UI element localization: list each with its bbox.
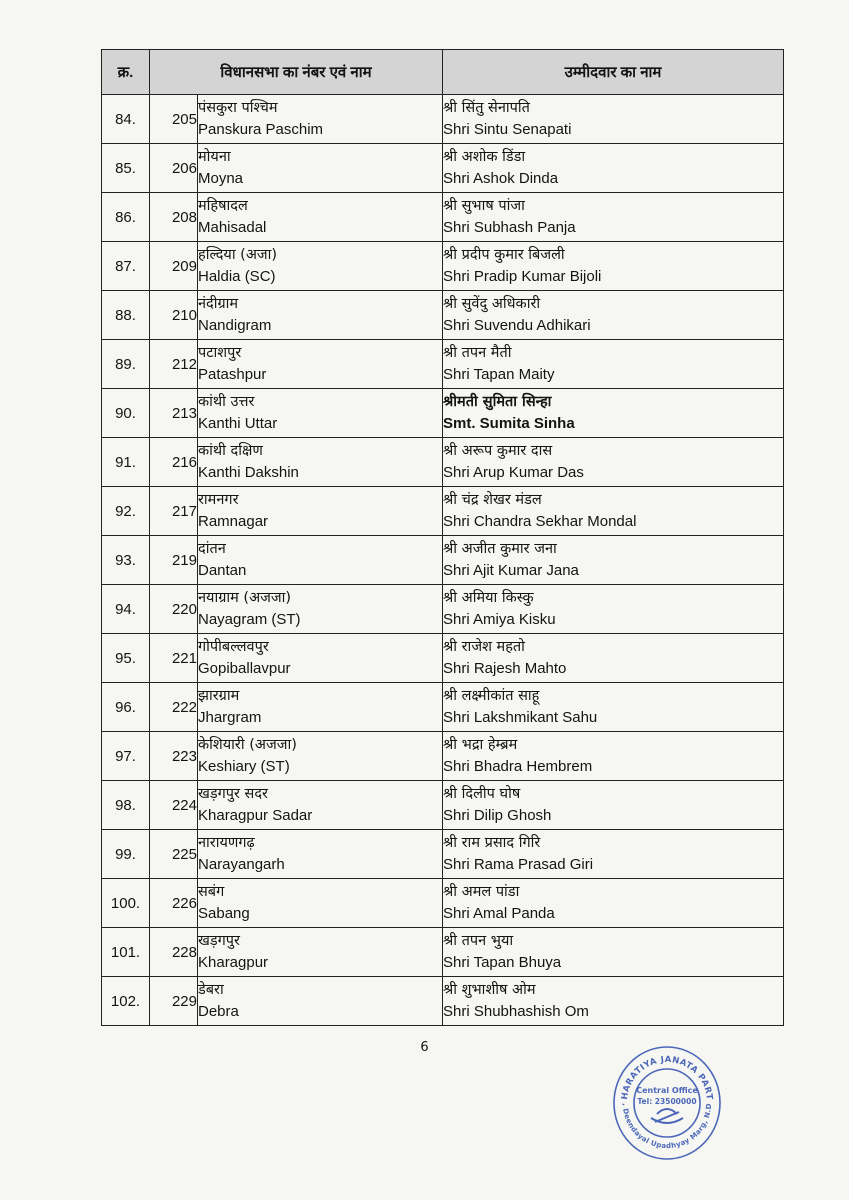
candidate-name-hindi: श्री शुभाशीष ओम	[443, 982, 536, 998]
constituency-number: 223	[150, 732, 198, 781]
candidate-name	[443, 487, 784, 536]
constituency-name	[198, 977, 443, 1026]
table-row	[102, 144, 784, 193]
constituency-name-english: Debra	[198, 1003, 239, 1020]
candidate-name-hindi: श्री राम प्रसाद गिरि	[443, 835, 541, 851]
candidate-name	[443, 438, 784, 487]
table-row	[102, 389, 784, 438]
candidate-name-hindi: श्री भद्रा हेम्ब्रम	[443, 737, 518, 753]
constituency-number: 228	[150, 928, 198, 977]
constituency-name-english: Kharagpur Sadar	[198, 807, 313, 824]
table-row	[102, 340, 784, 389]
candidate-table	[101, 49, 784, 1026]
constituency-name	[198, 389, 443, 438]
constituency-name-english: Dantan	[198, 562, 247, 579]
constituency-name-english: Panskura Paschim	[198, 121, 324, 138]
constituency-name-hindi: पंसकुरा पश्चिम	[198, 100, 278, 116]
constituency-number: 206	[150, 144, 198, 193]
table-row	[102, 928, 784, 977]
candidate-name-english: Shri Amal Panda	[443, 905, 555, 922]
table-row	[102, 291, 784, 340]
seal-center-line-1: Central Office	[636, 1086, 698, 1095]
seal-center-line-2: Tel: 23500000	[637, 1097, 697, 1106]
constituency-name	[198, 928, 443, 977]
candidate-name-english: Shri Lakshmikant Sahu	[443, 709, 598, 726]
constituency-name-hindi: खड़गपुर	[198, 933, 240, 949]
serial-number: 84.	[102, 95, 150, 144]
candidate-name-english: Shri Suvendu Adhikari	[443, 317, 591, 334]
constituency-name-english: Nandigram	[198, 317, 272, 334]
serial-number: 89.	[102, 340, 150, 389]
constituency-number: 220	[150, 585, 198, 634]
candidate-name	[443, 683, 784, 732]
constituency-name-hindi: खड़गपुर सदर	[198, 786, 268, 802]
constituency-number: 208	[150, 193, 198, 242]
constituency-name-hindi: हल्दिया (अजा)	[198, 247, 278, 263]
constituency-name-hindi: केशियारी (अजजा)	[198, 737, 297, 753]
party-office-seal	[611, 1042, 723, 1162]
constituency-name	[198, 683, 443, 732]
serial-number: 97.	[102, 732, 150, 781]
constituency-name	[198, 340, 443, 389]
candidate-name	[443, 585, 784, 634]
candidate-name	[443, 193, 784, 242]
constituency-name-english: Kanthi Uttar	[198, 415, 278, 432]
candidate-name-hindi: श्री सुभाष पांजा	[443, 198, 525, 214]
candidate-name	[443, 291, 784, 340]
table-row	[102, 977, 784, 1026]
constituency-name	[198, 487, 443, 536]
candidate-name-english: Shri Ashok Dinda	[443, 170, 559, 187]
constituency-name-english: Patashpur	[198, 366, 267, 383]
candidate-name-hindi: श्री राजेश महतो	[443, 639, 525, 655]
table-row	[102, 193, 784, 242]
constituency-number: 226	[150, 879, 198, 928]
candidate-name	[443, 95, 784, 144]
table-row	[102, 634, 784, 683]
constituency-number: 229	[150, 977, 198, 1026]
constituency-name-hindi: कांथी दक्षिण	[198, 443, 263, 459]
seal-address-text: , Deendayal Upadhyay Marg, N.D	[620, 1103, 714, 1151]
serial-number: 100.	[102, 879, 150, 928]
constituency-name	[198, 438, 443, 487]
candidate-name-english: Shri Tapan Maity	[443, 366, 555, 383]
constituency-number: 224	[150, 781, 198, 830]
constituency-name-english: Haldia (SC)	[198, 268, 276, 285]
candidate-name-hindi: श्री अमल पांडा	[443, 884, 520, 900]
table-header-row	[102, 50, 784, 95]
constituency-name-english: Kanthi Dakshin	[198, 464, 299, 481]
constituency-number: 225	[150, 830, 198, 879]
candidate-name-english: Shri Chandra Sekhar Mondal	[443, 513, 637, 530]
constituency-number: 205	[150, 95, 198, 144]
constituency-name	[198, 732, 443, 781]
candidate-name-english: Shri Dilip Ghosh	[443, 807, 552, 824]
candidate-name-english: Shri Sintu Senapati	[443, 121, 572, 138]
candidate-name	[443, 634, 784, 683]
candidate-name	[443, 830, 784, 879]
table-body	[102, 95, 784, 1026]
constituency-number: 212	[150, 340, 198, 389]
constituency-name-hindi: गोपीबल्लवपुर	[198, 639, 269, 655]
candidate-name	[443, 781, 784, 830]
constituency-name	[198, 95, 443, 144]
constituency-name-english: Gopiballavpur	[198, 660, 291, 677]
candidate-name-english: Shri Bhadra Hembrem	[443, 758, 593, 775]
candidate-name-english: Shri Amiya Kisku	[443, 611, 556, 628]
serial-number: 95.	[102, 634, 150, 683]
seal-stamp-graphic	[611, 1042, 723, 1162]
constituency-number: 216	[150, 438, 198, 487]
candidate-name-english: Shri Subhash Panja	[443, 219, 576, 236]
constituency-name	[198, 291, 443, 340]
constituency-name-hindi: दांतन	[198, 541, 226, 557]
candidate-name-hindi: श्री प्रदीप कुमार बिजली	[443, 247, 565, 263]
constituency-name	[198, 144, 443, 193]
constituency-name-english: Mahisadal	[198, 219, 267, 236]
candidate-name-hindi: श्री तपन भुया	[443, 933, 514, 949]
constituency-name-hindi: मोयना	[198, 149, 231, 165]
table-row	[102, 879, 784, 928]
constituency-name-english: Moyna	[198, 170, 244, 187]
candidate-name	[443, 977, 784, 1026]
serial-number: 98.	[102, 781, 150, 830]
candidate-name-hindi: श्री तपन मैती	[443, 345, 512, 361]
constituency-name	[198, 634, 443, 683]
lotus-icon	[651, 1109, 683, 1123]
table-row	[102, 683, 784, 732]
constituency-name	[198, 781, 443, 830]
serial-number: 99.	[102, 830, 150, 879]
candidate-name-english: Shri Rama Prasad Giri	[443, 856, 594, 873]
constituency-name-hindi: महिषादल	[198, 198, 248, 214]
constituency-name-english: Jhargram	[198, 709, 262, 726]
candidate-name-hindi: श्री दिलीप घोष	[443, 786, 521, 802]
candidate-name-hindi: श्रीमती सुमिता सिन्हा	[443, 394, 552, 410]
serial-number: 90.	[102, 389, 150, 438]
table-row	[102, 830, 784, 879]
constituency-number: 219	[150, 536, 198, 585]
constituency-number: 217	[150, 487, 198, 536]
candidate-name	[443, 732, 784, 781]
table-row	[102, 242, 784, 291]
candidate-name	[443, 389, 784, 438]
candidate-name	[443, 242, 784, 291]
candidate-name	[443, 536, 784, 585]
constituency-name-hindi: पटाशपुर	[198, 345, 242, 361]
candidate-name-english: Shri Shubhashish Om	[443, 1003, 589, 1020]
constituency-name-hindi: झारग्राम	[198, 688, 240, 704]
candidate-name-english: Shri Ajit Kumar Jana	[443, 562, 579, 579]
candidate-name	[443, 144, 784, 193]
constituency-number: 210	[150, 291, 198, 340]
table-row	[102, 536, 784, 585]
candidate-name-hindi: श्री चंद्र शेखर मंडल	[443, 492, 542, 508]
serial-number: 85.	[102, 144, 150, 193]
seal-top-text: HARATIYA JANATA PART	[619, 1054, 715, 1101]
constituency-number: 213	[150, 389, 198, 438]
constituency-name-hindi: नंदीग्राम	[198, 296, 239, 312]
constituency-number: 222	[150, 683, 198, 732]
candidate-name-english: Shri Arup Kumar Das	[443, 464, 584, 481]
constituency-name-english: Ramnagar	[198, 513, 269, 530]
candidate-name	[443, 340, 784, 389]
constituency-name-hindi: डेबरा	[198, 982, 224, 998]
constituency-name	[198, 193, 443, 242]
constituency-name-english: Narayangarh	[198, 856, 285, 873]
candidate-name-hindi: श्री अरूप कुमार दास	[443, 443, 553, 459]
constituency-name-hindi: सबंग	[198, 884, 225, 900]
serial-number: 86.	[102, 193, 150, 242]
constituency-name-hindi: नयाग्राम (अजजा)	[198, 590, 292, 606]
constituency-name	[198, 830, 443, 879]
header-constituency: विधानसभा का नंबर एवं नाम	[150, 50, 443, 95]
serial-number: 96.	[102, 683, 150, 732]
serial-number: 102.	[102, 977, 150, 1026]
table-row	[102, 487, 784, 536]
serial-number: 87.	[102, 242, 150, 291]
page-number: 6	[420, 1040, 429, 1055]
constituency-name-english: Kharagpur	[198, 954, 269, 971]
candidate-name-english: Shri Pradip Kumar Bijoli	[443, 268, 602, 285]
constituency-number: 209	[150, 242, 198, 291]
constituency-name-english: Keshiary (ST)	[198, 758, 290, 775]
table-row	[102, 438, 784, 487]
serial-number: 91.	[102, 438, 150, 487]
constituency-name-hindi: कांथी उत्तर	[198, 394, 255, 410]
candidate-name-english: Shri Tapan Bhuya	[443, 954, 562, 971]
constituency-name	[198, 879, 443, 928]
candidate-name	[443, 928, 784, 977]
table-row	[102, 781, 784, 830]
candidate-name-english: Smt. Sumita Sinha	[443, 415, 575, 432]
candidate-name-hindi: श्री सुवेंदु अधिकारी	[443, 296, 541, 312]
serial-number: 93.	[102, 536, 150, 585]
candidate-name	[443, 879, 784, 928]
table-row	[102, 732, 784, 781]
candidate-name-english: Shri Rajesh Mahto	[443, 660, 567, 677]
constituency-name	[198, 585, 443, 634]
header-candidate: उम्मीदवार का नाम	[443, 50, 784, 95]
candidate-name-hindi: श्री सिंतु सेनापति	[443, 100, 530, 116]
serial-number: 88.	[102, 291, 150, 340]
candidate-name-hindi: श्री लक्ष्मीकांत साहू	[443, 688, 540, 704]
constituency-name	[198, 536, 443, 585]
constituency-name-hindi: नारायणगढ़	[198, 835, 255, 851]
constituency-number: 221	[150, 634, 198, 683]
constituency-name-english: Nayagram (ST)	[198, 611, 301, 628]
constituency-name	[198, 242, 443, 291]
serial-number: 94.	[102, 585, 150, 634]
table-row	[102, 585, 784, 634]
candidate-name-hindi: श्री अजीत कुमार जना	[443, 541, 557, 557]
table-row	[102, 95, 784, 144]
constituency-name-english: Sabang	[198, 905, 250, 922]
constituency-name-hindi: रामनगर	[198, 492, 239, 508]
header-serial: क्र.	[102, 50, 150, 95]
candidate-name-hindi: श्री अशोक डिंडा	[443, 149, 526, 165]
serial-number: 92.	[102, 487, 150, 536]
candidate-name-hindi: श्री अमिया किस्कु	[443, 590, 534, 606]
serial-number: 101.	[102, 928, 150, 977]
